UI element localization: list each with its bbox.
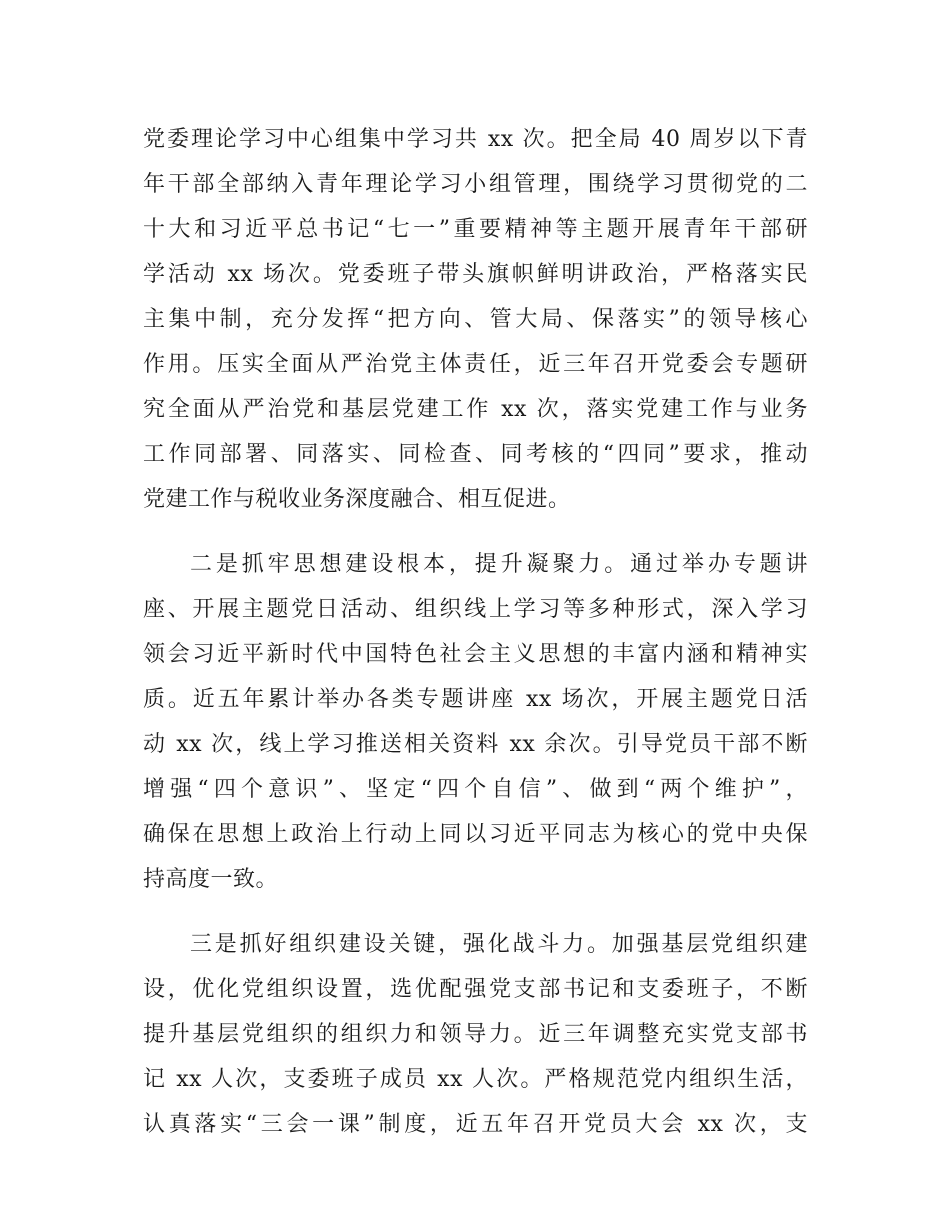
text-line: 确保在思想上政治上行动上同以习近平同志为核心的党中央保 [143, 822, 808, 847]
text-line: 领会习近平新时代中国特色社会主义思想的丰富内涵和精神实 [143, 642, 808, 667]
text-line: 作用。压实全面从严治党主体责任，近三年召开党委会专题研 [143, 352, 808, 377]
text-line: 党建工作与税收业务深度融合、相互促进。 [143, 487, 571, 512]
text-line: 持高度一致。 [143, 867, 279, 892]
text-line: 动 xx 次，线上学习推送相关资料 xx 余次。引导党员干部不断 [143, 732, 808, 757]
text-line: 学活动 xx 场次。党委班子带头旗帜鲜明讲政治，严格落实民 [143, 262, 808, 287]
text-line: 年干部全部纳入青年理论学习小组管理，围绕学习贯彻党的二 [143, 172, 808, 197]
text-line: 三是抓好组织建设关键，强化战斗力。加强基层党组织建 [190, 932, 808, 957]
text-line: 十大和习近平总书记“七一”重要精神等主题开展青年干部研 [143, 217, 808, 242]
text-line: 设，优化党组织设置，选优配强党支部书记和支委班子，不断 [143, 977, 808, 1002]
text-line: 提升基层党组织的组织力和领导力。近三年调整充实党支部书 [143, 1022, 808, 1047]
text-line: 工作同部署、同落实、同检查、同考核的“四同”要求，推动 [143, 442, 808, 467]
text-line: 座、开展主题党日活动、组织线上学习等多种形式，深入学习 [143, 597, 808, 622]
text-line: 党委理论学习中心组集中学习共 xx 次。把全局 40 周岁以下青 [143, 127, 808, 152]
text-line: 认真落实“三会一课”制度，近五年召开党员大会 xx 次，支 [143, 1112, 808, 1137]
text-line: 究全面从严治党和基层党建工作 xx 次，落实党建工作与业务 [143, 397, 808, 422]
text-line: 二是抓牢思想建设根本，提升凝聚力。通过举办专题讲 [190, 552, 808, 577]
text-line: 主集中制，充分发挥“把方向、管大局、保落实”的领导核心 [143, 307, 808, 332]
text-line: 记 xx 人次，支委班子成员 xx 人次。严格规范党内组织生活， [143, 1067, 808, 1092]
text-line: 质。近五年累计举办各类专题讲座 xx 场次，开展主题党日活 [143, 687, 808, 712]
text-line: 增强“四个意识”、坚定“四个自信”、做到“两个维护”， [143, 777, 808, 802]
